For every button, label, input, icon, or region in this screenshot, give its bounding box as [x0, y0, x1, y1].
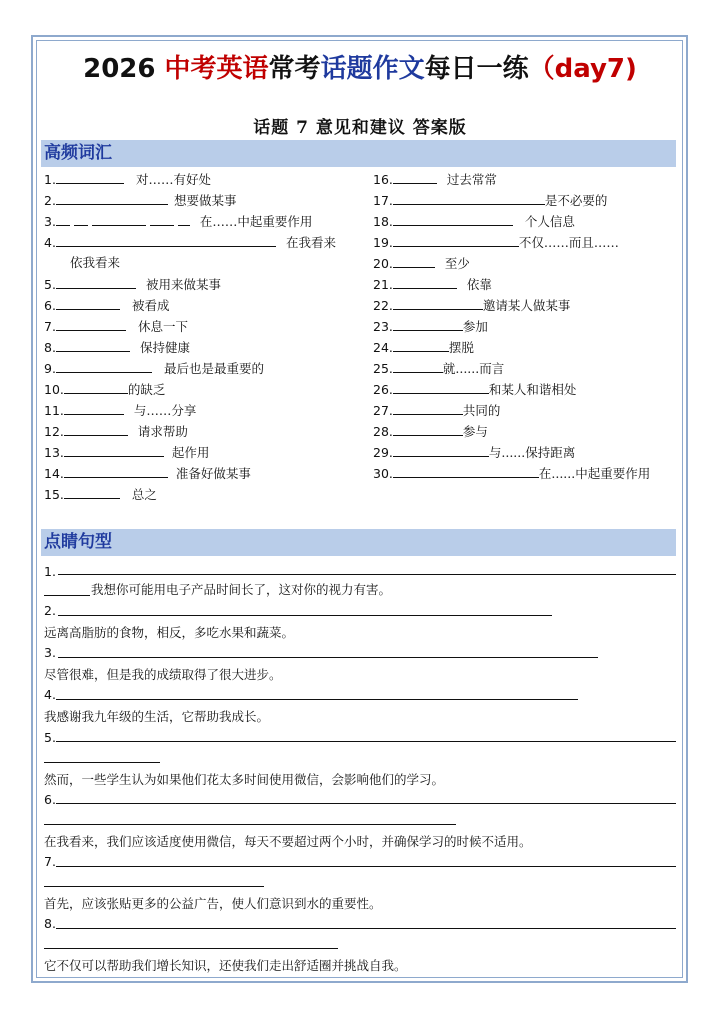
- vocab-item: 4. 在我看来: [44, 235, 336, 250]
- vocab-item: 11. 与……分享: [44, 403, 197, 418]
- answer-line: [58, 657, 598, 658]
- sentence-translation: 首先，应该张贴更多的公益广告，使人们意识到水的重要性。: [44, 896, 382, 911]
- sentence-translation: 尽管很难，但是我的成绩取得了很大进步。: [44, 667, 282, 682]
- vocab-item: 6. 被看成: [44, 298, 170, 313]
- vocab-item: 依我看来: [70, 255, 121, 270]
- vocab-item: 2. 想要做某事: [44, 193, 237, 208]
- page-title: [0, 48, 720, 85]
- answer-line: [56, 699, 578, 700]
- vocab-item: 29. 与......保持距离: [373, 445, 576, 460]
- vocab-item: 22. 邀请某人做某事: [373, 298, 571, 313]
- answer-line: [44, 762, 160, 763]
- sentence-translation: 然而，一些学生认为如果他们花太多时间使用微信，会影响他们的学习。: [44, 772, 445, 787]
- sentence-translation: 我想你可能用电子产品时间长了，这对你的视力有害。: [91, 582, 392, 597]
- vocab-item: 12. 请求帮助: [44, 424, 188, 439]
- vocab-item: 19. 不仅……而且……: [373, 235, 619, 250]
- vocab-item: 27. 共同的: [373, 403, 501, 418]
- vocab-item: 15. 总之: [44, 487, 157, 502]
- vocab-item: 16. 过去常常: [373, 172, 497, 187]
- vocab-item: 28. 参与: [373, 424, 488, 439]
- answer-line: [44, 595, 90, 596]
- vocab-item: 26. 和某人和谐相处: [373, 382, 577, 397]
- vocab-section-header: 高频词汇: [41, 140, 676, 167]
- sentence-translation: 我感谢我九年级的生活，它帮助我成长。: [44, 709, 270, 724]
- title-year: 2026: [83, 54, 165, 84]
- title-subject: 中考英语: [164, 54, 269, 84]
- sentence-number: 4.: [44, 687, 56, 702]
- vocab-item: 23. 参加: [373, 319, 488, 334]
- vocab-item: 5. 被用来做某事: [44, 277, 221, 292]
- answer-line: [56, 866, 676, 867]
- sentence-number: 1.: [44, 564, 56, 579]
- answer-line: [44, 948, 338, 949]
- vocab-item: 21. 依靠: [373, 277, 492, 292]
- answer-line: [44, 886, 264, 887]
- title-topic: 话题作文: [320, 54, 425, 84]
- answer-line: [56, 741, 676, 742]
- answer-line: [58, 574, 676, 575]
- sentence-number: 2.: [44, 603, 56, 618]
- sentence-translation: 它不仅可以帮助我们增长知识，还使我们走出舒适圈并挑战自我。: [44, 958, 407, 973]
- vocab-item: 1. 对……有好处: [44, 172, 211, 187]
- vocab-item: 18. 个人信息: [373, 214, 575, 229]
- vocab-item: 10. 的缺乏: [44, 382, 166, 397]
- title-daily: 每日一练: [424, 54, 529, 84]
- sentence-number: 6.: [44, 792, 56, 807]
- sentence-number: 8.: [44, 916, 56, 931]
- answer-line: [44, 824, 456, 825]
- vocab-item: 25. 就......而言: [373, 361, 505, 376]
- vocab-item: 14. 准备好做某事: [44, 466, 251, 481]
- answer-line: [56, 928, 676, 929]
- sentence-number: 3.: [44, 645, 56, 660]
- vocab-item: 30. 在......中起重要作用: [373, 466, 651, 481]
- vocab-item: 7. 休息一下: [44, 319, 188, 334]
- sentence-translation: 在我看来，我们应该适度使用微信，每天不要超过两个小时，并确保学习的时候不适用。: [44, 834, 532, 849]
- sentence-section-header: 点睛句型: [41, 529, 676, 556]
- vocab-item: 17. 是不必要的: [373, 193, 608, 208]
- answer-line: [56, 803, 676, 804]
- title-day: （day7): [528, 54, 637, 84]
- vocab-item: 9. 最后也是最重要的: [44, 361, 264, 376]
- vocab-item: 13. 起作用: [44, 445, 210, 460]
- vocab-item: 3. 在……中起重要作用: [44, 214, 313, 229]
- sentence-number: 5.: [44, 730, 56, 745]
- sentence-translation: 远离高脂肪的食物，相反，多吃水果和蔬菜。: [44, 625, 295, 640]
- title-common: 常考: [268, 54, 321, 84]
- vocab-item: 20. 至少: [373, 256, 470, 271]
- page-subtitle: 话题 7 意见和建议 答案版: [253, 118, 467, 138]
- answer-line: [58, 615, 552, 616]
- vocab-item: 8. 保持健康: [44, 340, 190, 355]
- vocab-item: 24. 摆脱: [373, 340, 474, 355]
- sentence-number: 7.: [44, 854, 56, 869]
